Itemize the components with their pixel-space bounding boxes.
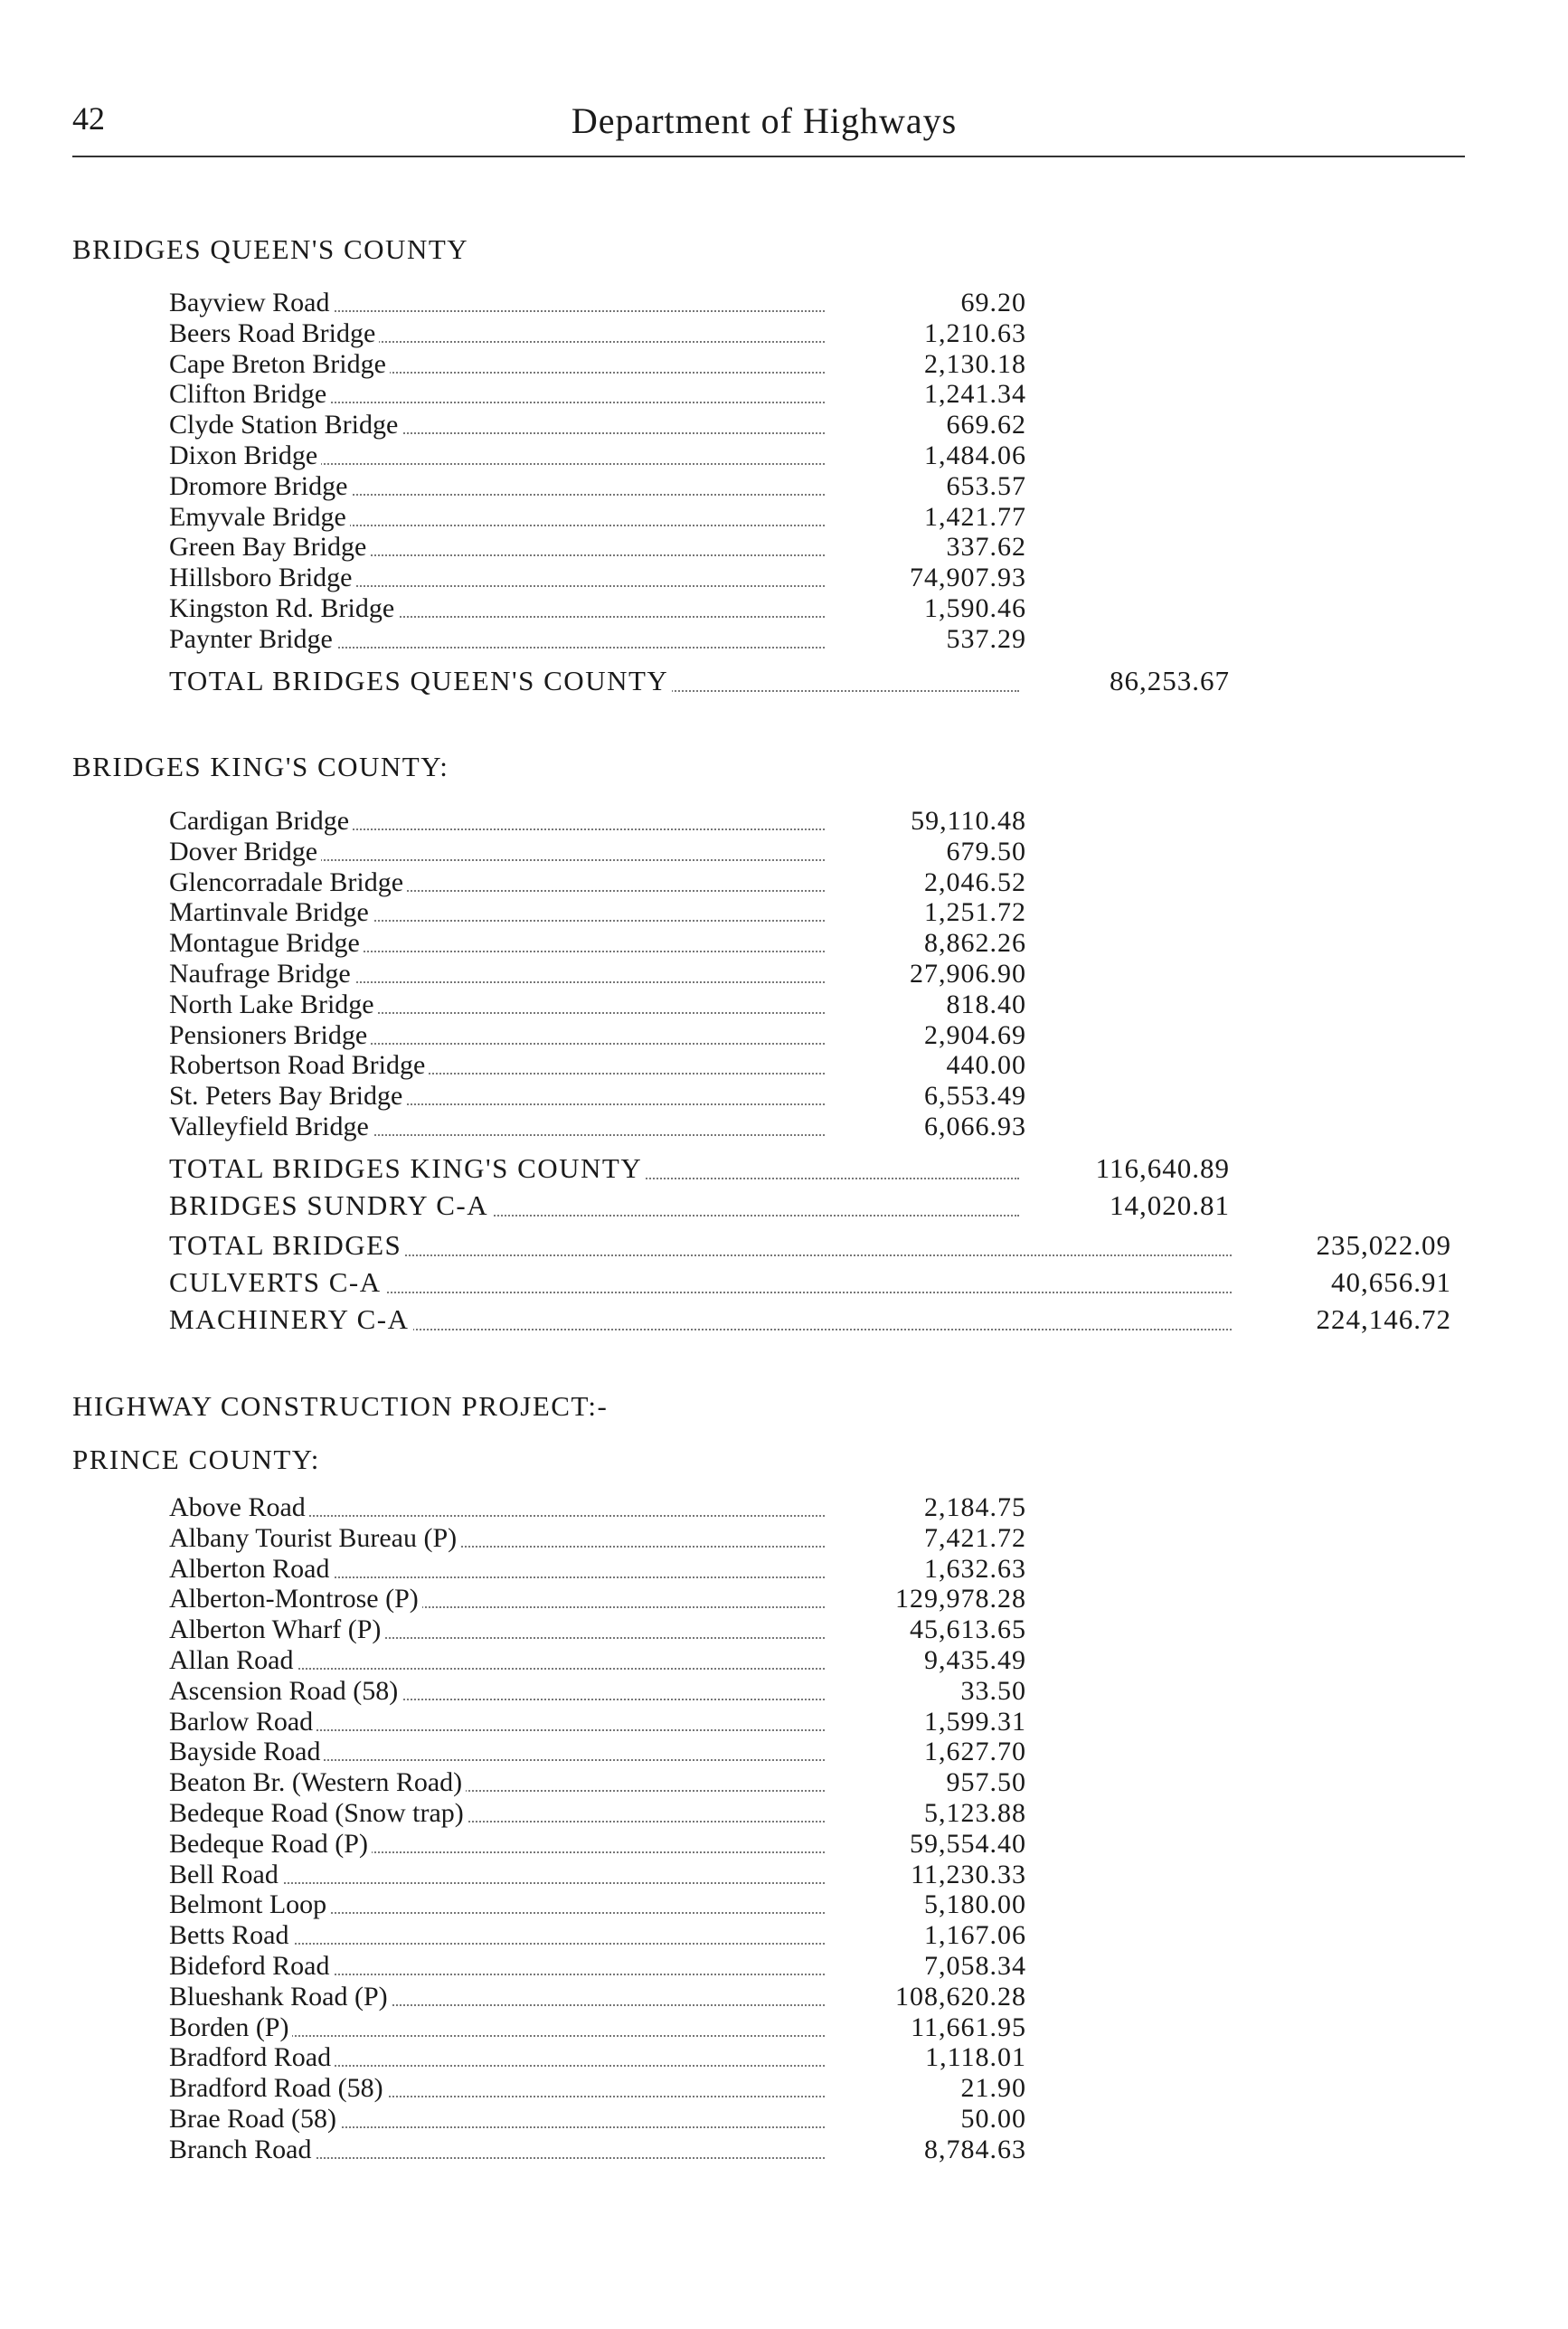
machinery-label: MACHINERY C-A	[169, 1302, 413, 1338]
item-amount: 59,110.48	[911, 806, 1026, 836]
bridges-sundry-row	[0, 1188, 1568, 1224]
item-amount: 1,484.06	[924, 440, 1026, 470]
list-item	[0, 440, 1568, 471]
list-item	[0, 288, 1568, 318]
list-item	[0, 1737, 1568, 1767]
list-item	[0, 806, 1568, 837]
item-name: St. Peters Bay Bridge	[169, 1081, 406, 1112]
item-amount: 2,904.69	[924, 1019, 1026, 1050]
culverts-row	[0, 1264, 1568, 1301]
item-amount: 129,978.28	[895, 1584, 1026, 1614]
item-amount: 33.50	[960, 1675, 1026, 1706]
item-amount: 1,627.70	[924, 1737, 1026, 1767]
item-amount: 1,167.06	[924, 1920, 1026, 1951]
queens-total-label: TOTAL BRIDGES QUEEN'S COUNTY	[169, 663, 672, 699]
list-item	[0, 897, 1568, 928]
list-item	[0, 1020, 1568, 1051]
page-number: 42	[72, 100, 105, 137]
list-item	[0, 1982, 1568, 2012]
item-amount: 8,862.26	[924, 928, 1026, 959]
item-name: Bell Road	[169, 1860, 282, 1890]
list-item	[0, 1920, 1568, 1951]
item-amount: 1,421.77	[924, 501, 1026, 532]
section-heading-queens: BRIDGES QUEEN'S COUNTY	[72, 233, 469, 265]
list-item	[0, 1050, 1568, 1081]
list-item	[0, 2012, 1568, 2043]
list-item	[0, 2073, 1568, 2104]
item-name: Brae Road (58)	[169, 2104, 340, 2135]
item-amount: 2,046.52	[924, 866, 1026, 897]
item-amount: 669.62	[946, 410, 1026, 440]
list-item	[0, 410, 1568, 440]
item-amount: 7,058.34	[924, 1951, 1026, 1981]
bridges-sundry-label: BRIDGES SUNDRY C-A	[169, 1188, 492, 1224]
subheading-prince-county: PRINCE COUNTY:	[72, 1444, 320, 1475]
item-amount: 8,784.63	[924, 2134, 1026, 2164]
machinery-row	[0, 1302, 1568, 1338]
list-item	[0, 563, 1568, 593]
item-amount: 653.57	[946, 470, 1026, 501]
list-item	[0, 379, 1568, 410]
item-name: Belmont Loop	[169, 1889, 330, 1920]
item-name: Alberton-Montrose (P)	[169, 1584, 422, 1614]
item-amount: 1,251.72	[924, 897, 1026, 928]
item-name: Glencorradale Bridge	[169, 867, 407, 898]
list-item	[0, 1829, 1568, 1860]
item-amount: 818.40	[946, 989, 1026, 1019]
item-amount: 2,130.18	[924, 348, 1026, 379]
list-item	[0, 1889, 1568, 1920]
kings-total-label: TOTAL BRIDGES KING'S COUNTY	[169, 1150, 646, 1187]
item-amount: 6,553.49	[924, 1081, 1026, 1112]
list-item	[0, 1645, 1568, 1676]
section-heading-kings: BRIDGES KING'S COUNTY:	[72, 751, 449, 782]
total-bridges-amount: 235,022.09	[1316, 1229, 1451, 1261]
list-item	[0, 1614, 1568, 1645]
list-item	[0, 1584, 1568, 1614]
item-amount: 6,066.93	[924, 1112, 1026, 1141]
item-name: Clifton Bridge	[169, 379, 330, 410]
kings-total-amount: 116,640.89	[1095, 1152, 1230, 1184]
item-name: Pensioners Bridge	[169, 1020, 371, 1051]
list-item	[0, 532, 1568, 563]
item-name: Albany Tourist Bureau (P)	[169, 1523, 460, 1554]
list-item	[0, 837, 1568, 867]
item-amount: 5,180.00	[924, 1889, 1026, 1920]
header-rule	[72, 156, 1465, 157]
kings-total-row	[0, 1150, 1568, 1187]
list-item	[0, 2042, 1568, 2073]
item-amount: 5,123.88	[924, 1798, 1026, 1828]
bridges-sundry-amount: 14,020.81	[1110, 1189, 1230, 1221]
item-name: Bedeque Road (Snow trap)	[169, 1798, 468, 1829]
item-name: Dromore Bridge	[169, 471, 351, 502]
item-amount: 1,241.34	[924, 379, 1026, 410]
item-amount: 11,661.95	[911, 2012, 1026, 2042]
item-amount: 27,906.90	[910, 959, 1026, 989]
item-name: Green Bay Bridge	[169, 532, 370, 563]
total-bridges-label: TOTAL BRIDGES	[169, 1227, 405, 1264]
item-name: Bradford Road	[169, 2042, 335, 2073]
item-name: Hillsboro Bridge	[169, 563, 356, 593]
list-item	[0, 1554, 1568, 1585]
item-name: Naufrage Bridge	[169, 959, 354, 989]
list-item	[0, 2104, 1568, 2135]
item-amount: 7,421.72	[924, 1522, 1026, 1553]
queens-total-row	[0, 663, 1568, 699]
item-name: Robertson Road Bridge	[169, 1050, 429, 1081]
list-item	[0, 1860, 1568, 1890]
list-item	[0, 1767, 1568, 1798]
item-name: Branch Road	[169, 2135, 315, 2165]
item-amount: 21.90	[960, 2073, 1026, 2104]
list-item	[0, 593, 1568, 624]
list-item	[0, 349, 1568, 380]
item-name: Valleyfield Bridge	[169, 1112, 373, 1142]
list-item	[0, 959, 1568, 989]
item-name: Montague Bridge	[169, 928, 364, 959]
item-name: Bradford Road (58)	[169, 2073, 387, 2104]
list-item	[0, 1707, 1568, 1737]
item-name: Cape Breton Bridge	[169, 349, 390, 380]
list-item	[0, 1676, 1568, 1707]
item-name: Martinvale Bridge	[169, 897, 373, 928]
item-amount: 108,620.28	[895, 1981, 1026, 2012]
total-bridges-row	[0, 1227, 1568, 1264]
item-name: Beaton Br. (Western Road)	[169, 1767, 466, 1798]
list-item	[0, 989, 1568, 1020]
item-amount: 440.00	[946, 1050, 1026, 1081]
item-amount: 59,554.40	[910, 1828, 1026, 1859]
list-item	[0, 502, 1568, 533]
queens-total-amount: 86,253.67	[1110, 665, 1230, 696]
item-amount: 1,599.31	[924, 1706, 1026, 1737]
list-item	[0, 1492, 1568, 1523]
culverts-amount: 40,656.91	[1331, 1266, 1451, 1298]
list-item	[0, 1523, 1568, 1554]
item-name: Blueshank Road (P)	[169, 1982, 392, 2012]
item-amount: 537.29	[946, 623, 1026, 654]
list-item	[0, 624, 1568, 655]
item-name: Betts Road	[169, 1920, 293, 1951]
item-name: Dover Bridge	[169, 837, 321, 867]
list-item	[0, 1951, 1568, 1982]
culverts-label: CULVERTS C-A	[169, 1264, 385, 1301]
item-amount: 45,613.65	[910, 1614, 1026, 1645]
item-name: Beers Road Bridge	[169, 318, 379, 349]
item-amount: 1,632.63	[924, 1553, 1026, 1584]
item-amount: 679.50	[946, 836, 1026, 866]
item-amount: 1,118.01	[925, 2042, 1026, 2073]
item-name: Bayside Road	[169, 1737, 324, 1767]
list-item	[0, 318, 1568, 349]
item-name: Alberton Road	[169, 1554, 333, 1585]
item-name: Bayview Road	[169, 288, 333, 318]
item-name: Cardigan Bridge	[169, 806, 353, 837]
item-amount: 2,184.75	[924, 1492, 1026, 1522]
running-head: Department of Highways	[571, 100, 958, 141]
item-amount: 957.50	[946, 1767, 1026, 1798]
list-item	[0, 928, 1568, 959]
item-name: Above Road	[169, 1492, 309, 1523]
item-name: Paynter Bridge	[169, 624, 336, 655]
item-amount: 69.20	[960, 288, 1026, 317]
list-item	[0, 1798, 1568, 1829]
item-name: Dixon Bridge	[169, 440, 321, 471]
item-amount: 9,435.49	[924, 1645, 1026, 1675]
page-header	[72, 99, 1456, 150]
item-name: Borden (P)	[169, 2012, 292, 2043]
item-name: Ascension Road (58)	[169, 1676, 401, 1707]
item-amount: 337.62	[946, 532, 1026, 563]
item-amount: 11,230.33	[911, 1859, 1026, 1889]
machinery-amount: 224,146.72	[1316, 1303, 1451, 1335]
item-name: North Lake Bridge	[169, 989, 378, 1020]
list-item	[0, 1112, 1568, 1142]
item-name: Clyde Station Bridge	[169, 410, 401, 440]
item-name: Bedeque Road (P)	[169, 1829, 372, 1860]
list-item	[0, 1081, 1568, 1112]
item-amount: 50.00	[960, 2104, 1026, 2134]
item-amount: 74,907.93	[910, 563, 1026, 593]
item-name: Allan Road	[169, 1645, 297, 1676]
item-name: Bideford Road	[169, 1951, 333, 1982]
item-amount: 1,210.63	[924, 317, 1026, 348]
list-item	[0, 867, 1568, 898]
item-name: Barlow Road	[169, 1707, 316, 1737]
list-item	[0, 2135, 1568, 2165]
section-heading-highway: HIGHWAY CONSTRUCTION PROJECT:-	[72, 1390, 609, 1422]
item-name: Alberton Wharf (P)	[169, 1614, 384, 1645]
item-name: Kingston Rd. Bridge	[169, 593, 398, 624]
item-name: Emyvale Bridge	[169, 502, 350, 533]
list-item	[0, 471, 1568, 502]
item-amount: 1,590.46	[924, 593, 1026, 623]
